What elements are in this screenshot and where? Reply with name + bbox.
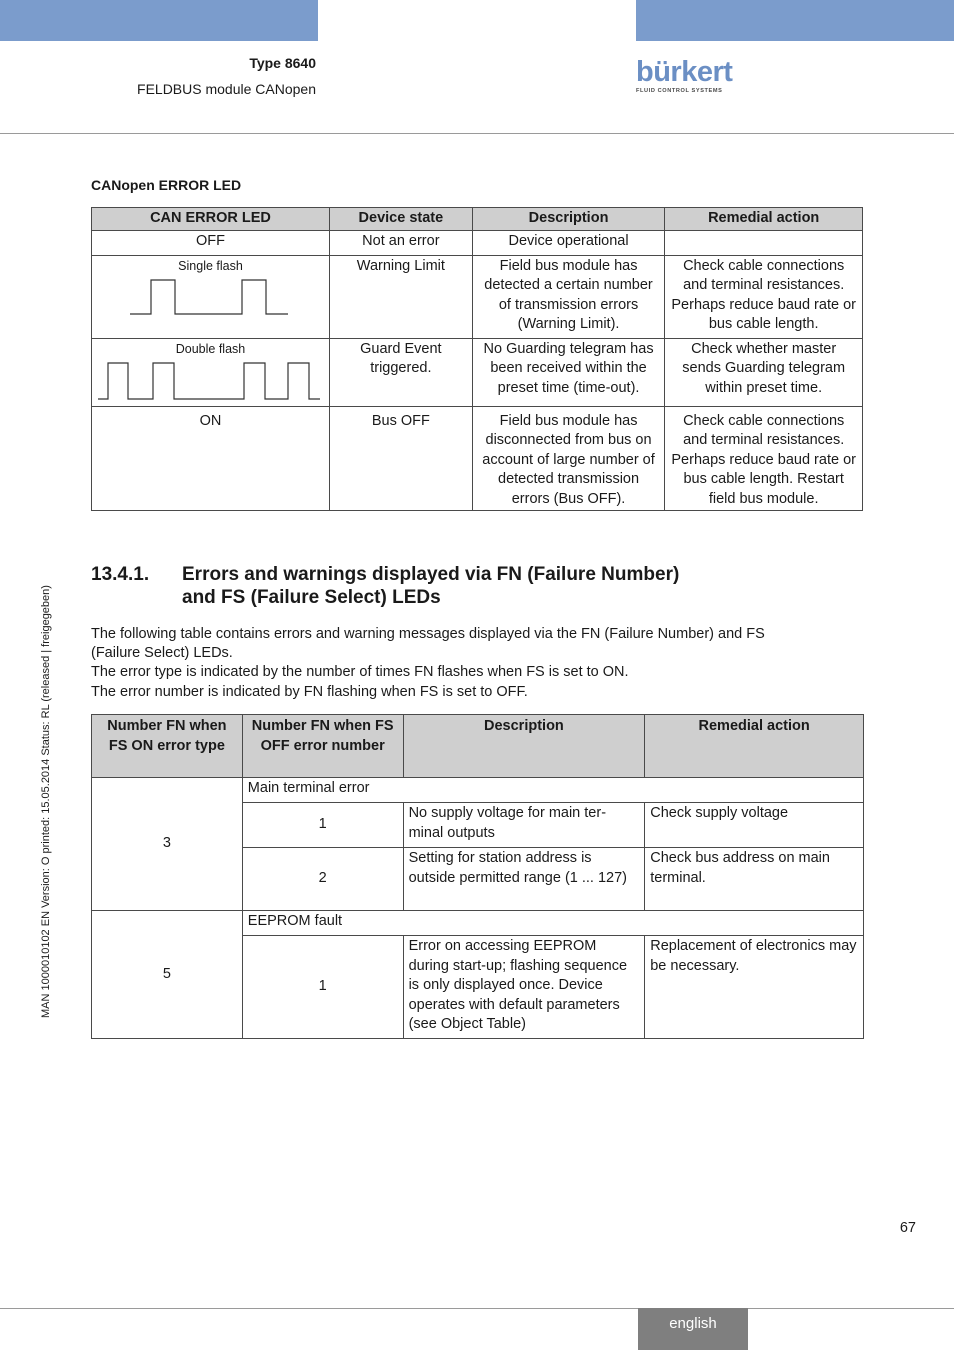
header-divider [0, 133, 954, 134]
table-row [92, 255, 863, 338]
error-type-paragraph: The error type is indicated by the number of times FN flashes when FS is set to ON. [91, 664, 629, 680]
table-header-row [92, 208, 863, 231]
logo-word: bürkert [636, 56, 733, 88]
device-state-cell: Warning Limit [329, 255, 472, 338]
table-row [92, 230, 863, 255]
column-header: Number FN when FS OFF error number [242, 715, 403, 778]
device-state-cell: Bus OFF [329, 406, 472, 511]
action-cell: Check whether master sends Guarding telegram within preset time. [665, 338, 863, 406]
description-cell: Error on accessing EEPROM during start-up; flashing sequence is only displayed once. Device operates with default parameters (see Object Table) [403, 936, 645, 1039]
error-number-cell: 1 [242, 936, 403, 1039]
led-state-cell [92, 255, 330, 338]
single-flash-waveform-icon [130, 277, 290, 317]
table-row [92, 778, 864, 803]
doc-type: Type 8640 [249, 55, 316, 71]
table-row [92, 338, 863, 406]
error-group-title: EEPROM fault [242, 911, 863, 936]
action-cell: Check cable connections and terminal resistances. Perhaps reduce baud rate or bus cable length. [665, 255, 863, 338]
section-title-line-1: Errors and warnings displayed via FN (Failure Number) [182, 564, 680, 585]
column-header: Description [403, 715, 645, 778]
side-print-note: MAN 1000010102 EN Version: O printed: 15.05.2014 Status: RL (released | freigegeben) [40, 585, 52, 1018]
table-row [92, 911, 864, 936]
led-state-cell: OFF [92, 230, 330, 255]
column-header: Remedial action [645, 715, 864, 778]
led-state-cell: ON [92, 406, 330, 511]
column-header: CAN ERROR LED [92, 208, 330, 231]
led-section-label: CANopen ERROR LED [91, 177, 242, 193]
action-cell: Replacement of electronics may be necessary. [645, 936, 864, 1039]
language-tab: english [638, 1308, 748, 1350]
intro-paragraph-line-2: (Failure Select) LEDs. [91, 645, 233, 661]
error-type-cell: 5 [92, 911, 243, 1039]
signal-label: Single flash [178, 258, 243, 273]
column-header: Description [472, 208, 665, 231]
description-cell: No Guarding telegram has been received within the preset time (time-out). [472, 338, 665, 406]
can-error-led-table [91, 207, 863, 511]
double-flash-waveform-icon [98, 360, 322, 402]
error-number-paragraph: The error number is indicated by FN flashing when FS is set to OFF. [91, 684, 528, 700]
error-type-cell: 3 [92, 778, 243, 911]
column-header: Device state [329, 208, 472, 231]
section-number: 13.4.1. [91, 564, 150, 585]
description-cell: No supply voltage for main ter- minal outputs [403, 803, 645, 848]
header-accent-bar-right [636, 0, 954, 41]
action-cell: Check bus address on main terminal. [645, 848, 864, 911]
table-header-row [92, 715, 864, 778]
action-cell [665, 230, 863, 255]
signal-label: Double flash [175, 341, 246, 356]
action-cell: Check supply voltage [645, 803, 864, 848]
error-number-cell: 2 [242, 848, 403, 911]
burkert-logo [636, 56, 736, 98]
description-cell: Device operational [472, 230, 665, 255]
error-group-title: Main terminal error [242, 778, 863, 803]
header-accent-bar-left [0, 0, 318, 41]
device-state-cell: Not an error [329, 230, 472, 255]
description-cell: Field bus module has detected a certain number of transmission errors (Warning Limit). [472, 255, 665, 338]
logo-tagline: FLUID CONTROL SYSTEMS [636, 88, 723, 94]
section-title-line-2: and FS (Failure Select) LEDs [182, 587, 441, 608]
footer-divider [0, 1308, 954, 1309]
intro-paragraph-line-1: The following table contains errors and warning messages displayed via the FN (Failure Number) and FS [91, 626, 765, 642]
page-number: 67 [899, 1220, 916, 1236]
doc-subtitle: FELDBUS module CANopen [137, 81, 316, 97]
column-header: Remedial action [665, 208, 863, 231]
column-header: Number FN when FS ON error type [92, 715, 243, 778]
action-cell: Check cable connections and terminal resistances. Perhaps reduce baud rate or bus cable length. Restart field bus module. [665, 406, 863, 511]
error-number-cell: 1 [242, 803, 403, 848]
device-state-cell: Guard Event triggered. [329, 338, 472, 406]
fn-fs-error-table [91, 714, 864, 1039]
description-cell: Setting for station address is outside permitted range (1 ... 127) [403, 848, 645, 911]
table-row [92, 406, 863, 511]
description-cell: Field bus module has disconnected from bus on account of large number of detected transmission errors (Bus OFF). [472, 406, 665, 511]
led-state-cell [92, 338, 330, 406]
